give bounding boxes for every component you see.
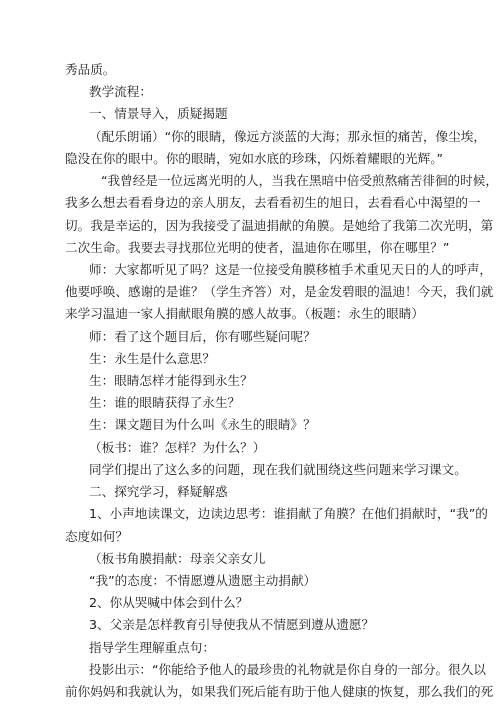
text-line: 二次生命。我要去寻找那位光明的使者，温迪你在哪里，你在哪里？” xyxy=(65,239,450,255)
text-line: 隐没在你的眼中。你的眼睛，宛如水底的珍珠，闪烁着耀眼的光辉。” xyxy=(65,150,444,166)
text-line: 投影出示：“你能给予他人的最珍贵的礼物就是你自身的一部分。很久以 xyxy=(89,661,486,677)
text-line: 师：看了这个题目后，你有哪些疑问呢？ xyxy=(89,328,316,344)
section-heading: 二、探究学习，释疑解惑 xyxy=(89,484,228,500)
text-line: 他要呼唤、感谢的是谁？（学生齐答）对，是金发碧眼的温迪！今天，我们就 xyxy=(65,284,494,300)
text-line: 指导学生理解重点句： xyxy=(89,639,215,655)
text-line: 前你妈妈和我就认为，如果我们死后能有助于他人健康的恢复，那么我们的死 xyxy=(65,684,494,699)
text-line: 来学习温迪一家人捐献眼角膜的感人故事。（板题：永生的眼睛） xyxy=(65,306,424,322)
text-line: （板书角膜捐献：母亲父亲女儿 xyxy=(89,550,266,566)
text-line: 切。我是幸运的，因为我接受了温迪捐献的角膜。是她给了我第二次光明，第 xyxy=(65,217,494,233)
text-line: 我多么想去看看身边的亲人朋友，去看看初生的旭日，去看看心中渴望的一 xyxy=(65,195,481,211)
text-line: 同学们提出了这么多的问题，现在我们就围绕这些问题来学习课文。 xyxy=(89,461,467,477)
text-line: 生：永生是什么意思？ xyxy=(89,350,215,366)
text-line: 秀品质。 xyxy=(65,62,116,77)
text-line: “我曾经是一位远离光明的人，当我在黑暗中倍受煎熬痛苦徘徊的时候， xyxy=(101,173,498,189)
text-line: （板书：谁？怎样？为什么？） xyxy=(89,439,266,455)
text-line: 师：大家都听见了吗？这是一位接受角膜移植手术重见天日的人的呼声， xyxy=(89,261,492,277)
text-line: 教学流程： xyxy=(89,84,152,100)
text-line: 2、你从哭喊中体会到什么？ xyxy=(89,595,249,611)
text-line: 生：眼睛怎样才能得到永生？ xyxy=(89,373,253,388)
text-line: 态度如何？ xyxy=(65,528,128,544)
text-line: “我”的态度：不情愿遵从遗愿主动捐献） xyxy=(89,572,317,588)
text-line: 1、小声地读课文，边读边思考：谁捐献了角膜？在他们捐献时，“我”的 xyxy=(89,506,488,522)
text-line: 3、父亲是怎样教育引导使我从不情愿到遵从遗愿？ xyxy=(89,617,375,633)
text-line: 生：课文题目为什么叫《永生的眼睛》？ xyxy=(89,417,316,433)
text-line: 生：谁的眼睛获得了永生？ xyxy=(89,395,241,411)
section-heading: 一、情景导入，质疑揭题 xyxy=(89,106,228,122)
text-line: （配乐朗诵）“你的眼睛，像远方淡蓝的大海；那永恒的痛苦，像尘埃， xyxy=(89,128,486,144)
